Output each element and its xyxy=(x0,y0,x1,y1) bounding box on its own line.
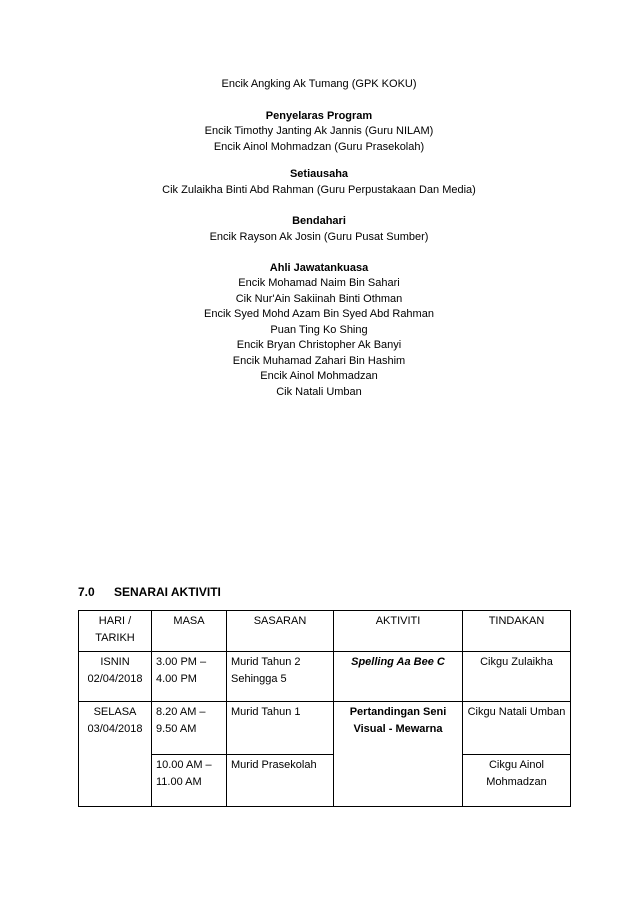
table-row xyxy=(79,755,571,807)
ajk-member: Encik Muhamad Zahari Bin Hashim xyxy=(232,355,406,367)
table-row xyxy=(79,652,571,702)
section-title: SENARAI AKTIVITI xyxy=(114,585,221,599)
penyelaras-member: Encik Ainol Mohmadzan (Guru Prasekolah) xyxy=(213,141,425,153)
penyelaras-title: Penyelaras Program xyxy=(265,110,373,122)
target-cell: Murid Prasekolah xyxy=(227,755,334,807)
day: SELASA xyxy=(93,706,137,718)
table-row xyxy=(79,702,571,755)
table-header-row xyxy=(79,611,571,652)
header-hari-tarikh: HARI / TARIKH xyxy=(79,611,152,652)
ajk-title: Ahli Jawatankuasa xyxy=(269,262,369,274)
section-heading xyxy=(78,585,221,599)
section-number: 7.0 xyxy=(78,585,95,599)
target-cell: Murid Tahun 1 xyxy=(227,702,334,755)
header-tindakan: TINDAKAN xyxy=(463,611,571,652)
date: 03/04/2018 xyxy=(87,723,143,735)
time-cell: 8.20 AM – 9.50 AM xyxy=(152,702,227,755)
ajk-member: Encik Ainol Mohmadzan xyxy=(260,370,378,382)
day: ISNIN xyxy=(100,656,130,668)
day-date-cell xyxy=(79,652,152,702)
setiausaha-title: Setiausaha xyxy=(289,168,349,180)
action-cell: Cikgu Ainol Mohmadzan xyxy=(463,755,571,807)
header-aktiviti: AKTIVITI xyxy=(334,611,463,652)
penyelaras-member: Encik Timothy Janting Ak Jannis (Guru NILAM) xyxy=(204,125,434,137)
ajk-member: Encik Mohamad Naim Bin Sahari xyxy=(238,277,400,289)
ajk-member: Encik Bryan Christopher Ak Banyi xyxy=(236,339,402,351)
time-cell: 10.00 AM – 11.00 AM xyxy=(152,755,227,807)
action-cell: Cikgu Natali Umban xyxy=(463,702,571,755)
day-date-cell xyxy=(79,702,152,807)
ajk-member: Puan Ting Ko Shing xyxy=(270,324,368,336)
bendahari-title: Bendahari xyxy=(292,215,346,227)
date: 02/04/2018 xyxy=(87,673,143,685)
header-masa: MASA xyxy=(152,611,227,652)
activity-table xyxy=(78,610,571,807)
action-cell: Cikgu Zulaikha xyxy=(463,652,571,702)
gpk-koku-line: Encik Angking Ak Tumang (GPK KOKU) xyxy=(221,78,417,90)
setiausaha-member: Cik Zulaikha Binti Abd Rahman (Guru Perpustakaan Dan Media) xyxy=(162,184,476,196)
header-sasaran: SASARAN xyxy=(227,611,334,652)
ajk-member: Encik Syed Mohd Azam Bin Syed Abd Rahman xyxy=(204,308,434,320)
target-cell: Murid Tahun 2 Sehingga 5 xyxy=(227,652,334,702)
ajk-member: Cik Nur'Ain Sakiinah Binti Othman xyxy=(235,293,403,305)
activity-cell: Spelling Aa Bee C xyxy=(334,652,463,702)
time-cell: 3.00 PM – 4.00 PM xyxy=(152,652,227,702)
ajk-member: Cik Natali Umban xyxy=(276,386,362,398)
bendahari-member: Encik Rayson Ak Josin (Guru Pusat Sumber) xyxy=(209,231,429,243)
activity-cell: Pertandingan Seni Visual - Mewarna xyxy=(334,702,463,807)
